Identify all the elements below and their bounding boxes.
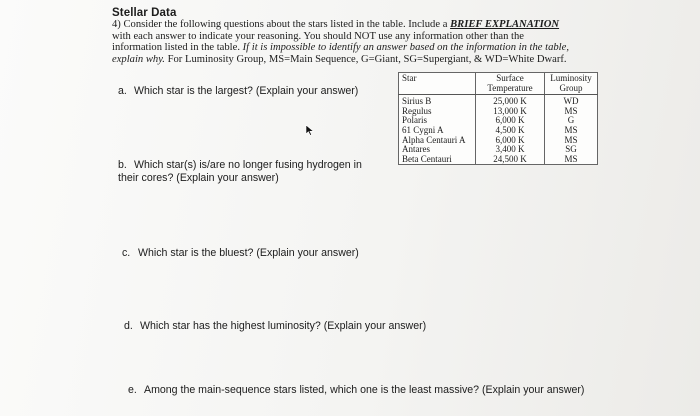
table-row (399, 95, 598, 107)
question-d (124, 320, 426, 333)
column-header-luminosity-group: Luminosity Group (545, 73, 598, 95)
question-c (122, 247, 359, 260)
question-a (118, 85, 358, 98)
instructions-paragraph (112, 19, 598, 66)
question-label: e. (128, 384, 137, 396)
instructions-italic-note: If it is impossible to identify an answer based on the information in the table, (242, 42, 569, 54)
question-text: Which star(s) is/are no longer fusing hydrogen in their cores? (Explain your answer) (118, 159, 362, 184)
cell-star: 61 Cygni A (399, 126, 476, 136)
cell-luminosity-group: MS (545, 155, 598, 165)
instructions-line-1 (112, 19, 598, 31)
instructions-text: information listed in the table. (112, 42, 243, 54)
cell-luminosity-group: MS (545, 136, 598, 146)
question-text: Which star has the highest luminosity? (Explain your answer) (140, 320, 427, 332)
cell-temperature: 13,000 K (493, 105, 527, 116)
question-e (128, 384, 584, 397)
question-b (118, 159, 380, 184)
cell-star: Alpha Centauri A (399, 136, 476, 146)
cell-temperature: 3,400 K (495, 144, 525, 155)
cell-star: Polaris (399, 116, 476, 126)
question-text: Which star is the largest? (Explain your answer) (134, 85, 359, 97)
instructions-line-4 (112, 54, 598, 66)
cell-star: Sirius B (399, 95, 476, 107)
question-label: c. (122, 247, 131, 259)
instructions-italic-note: explain why. (112, 54, 165, 66)
column-header-star: Star (399, 73, 476, 95)
mouse-pointer-icon (305, 124, 315, 136)
cell-star: Beta Centauri (399, 155, 476, 165)
brief-explanation-emphasis: BRIEF EXPLANATION (450, 19, 560, 30)
instructions-text: 4) Consider the following questions about the stars listed in the table. Include a (112, 19, 451, 30)
cell-temperature: 6,000 K (495, 115, 525, 126)
cell-temperature: 6,000 K (495, 134, 525, 145)
instructions-line-3 (112, 42, 598, 54)
stellar-data-table (398, 72, 598, 165)
question-text: Among the main-sequence stars listed, which one is the least massive? (Explain your answer) (144, 384, 585, 396)
instructions-line-2: with each answer to indicate your reasoning. You should NOT use any information other than the (112, 30, 524, 42)
cell-luminosity-group: SG (545, 145, 598, 155)
question-label: b. (118, 159, 127, 171)
cell-luminosity-group: MS (545, 126, 598, 136)
cell-temperature: 4,500 K (495, 124, 525, 135)
question-label: a. (118, 85, 127, 97)
cell-star: Regulus (399, 107, 476, 117)
cell-luminosity-group: WD (545, 95, 598, 107)
cell-luminosity-group: MS (545, 107, 598, 117)
cell-luminosity-group: G (545, 116, 598, 126)
column-header-surface-temperature: Surface Temperature (476, 73, 545, 95)
table-header-row (399, 73, 598, 95)
cell-temperature: 24,500 K (493, 153, 527, 164)
cell-temperature: 25,000 K (493, 96, 527, 107)
table-row (399, 155, 598, 165)
question-text: Which star is the bluest? (Explain your answer) (138, 247, 359, 259)
luminosity-legend-text: For Luminosity Group, MS=Main Sequence, G=Giant, SG=Supergiant, & WD=White Dwarf. (164, 54, 567, 66)
question-label: d. (124, 320, 133, 332)
cell-star: Antares (399, 145, 476, 155)
page-title: Stellar Data (112, 7, 177, 19)
